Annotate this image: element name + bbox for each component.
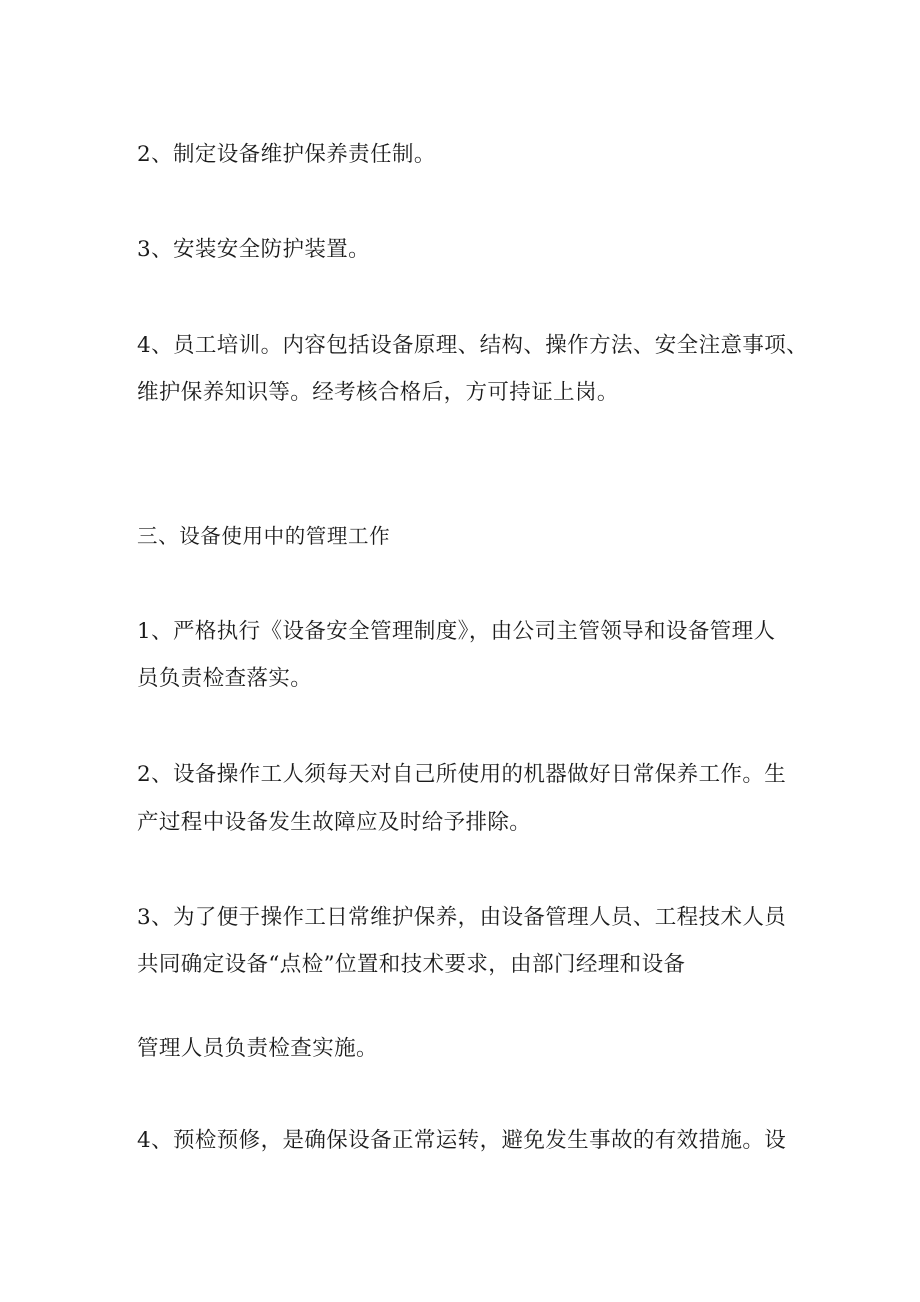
item-3-safety-devices: 3、安装安全防护装置。: [137, 237, 371, 262]
section-3-item-1-line-1: 1、严格执行《设备安全管理制度》，由公司主管领导和设备管理人: [137, 619, 776, 644]
section-3-item-2-line-1: 2、设备操作工人须每天对自己所使用的机器做好日常保养工作。生: [137, 762, 787, 787]
section-3-item-4-line-1: 4、预检预修，是确保设备正常运转，避免发生事故的有效措施。设: [137, 1128, 787, 1153]
section-3-item-3-line-2: 共同确定设备“点检”位置和技术要求，由部门经理和设备: [137, 952, 686, 977]
section-three-heading: 三、设备使用中的管理工作: [137, 524, 391, 548]
item-4-staff-training-line-1: 4、员工培训。内容包括设备原理、结构、操作方法、安全注意事项、: [137, 333, 809, 358]
section-3-item-2-line-2: 产过程中设备发生故障应及时给予排除。: [137, 810, 532, 835]
item-2-responsibility-system: 2、制定设备维护保养责任制。: [137, 142, 436, 167]
section-3-item-3-line-1: 3、为了便于操作工日常维护保养，由设备管理人员、工程技术人员: [137, 905, 787, 930]
section-3-item-3-line-3: 管理人员负责检查实施。: [137, 1036, 378, 1061]
section-3-item-1-line-2: 员负责检查落实。: [137, 666, 313, 691]
item-4-staff-training-line-2: 维护保养知识等。经考核合格后，方可持证上岗。: [137, 380, 619, 405]
